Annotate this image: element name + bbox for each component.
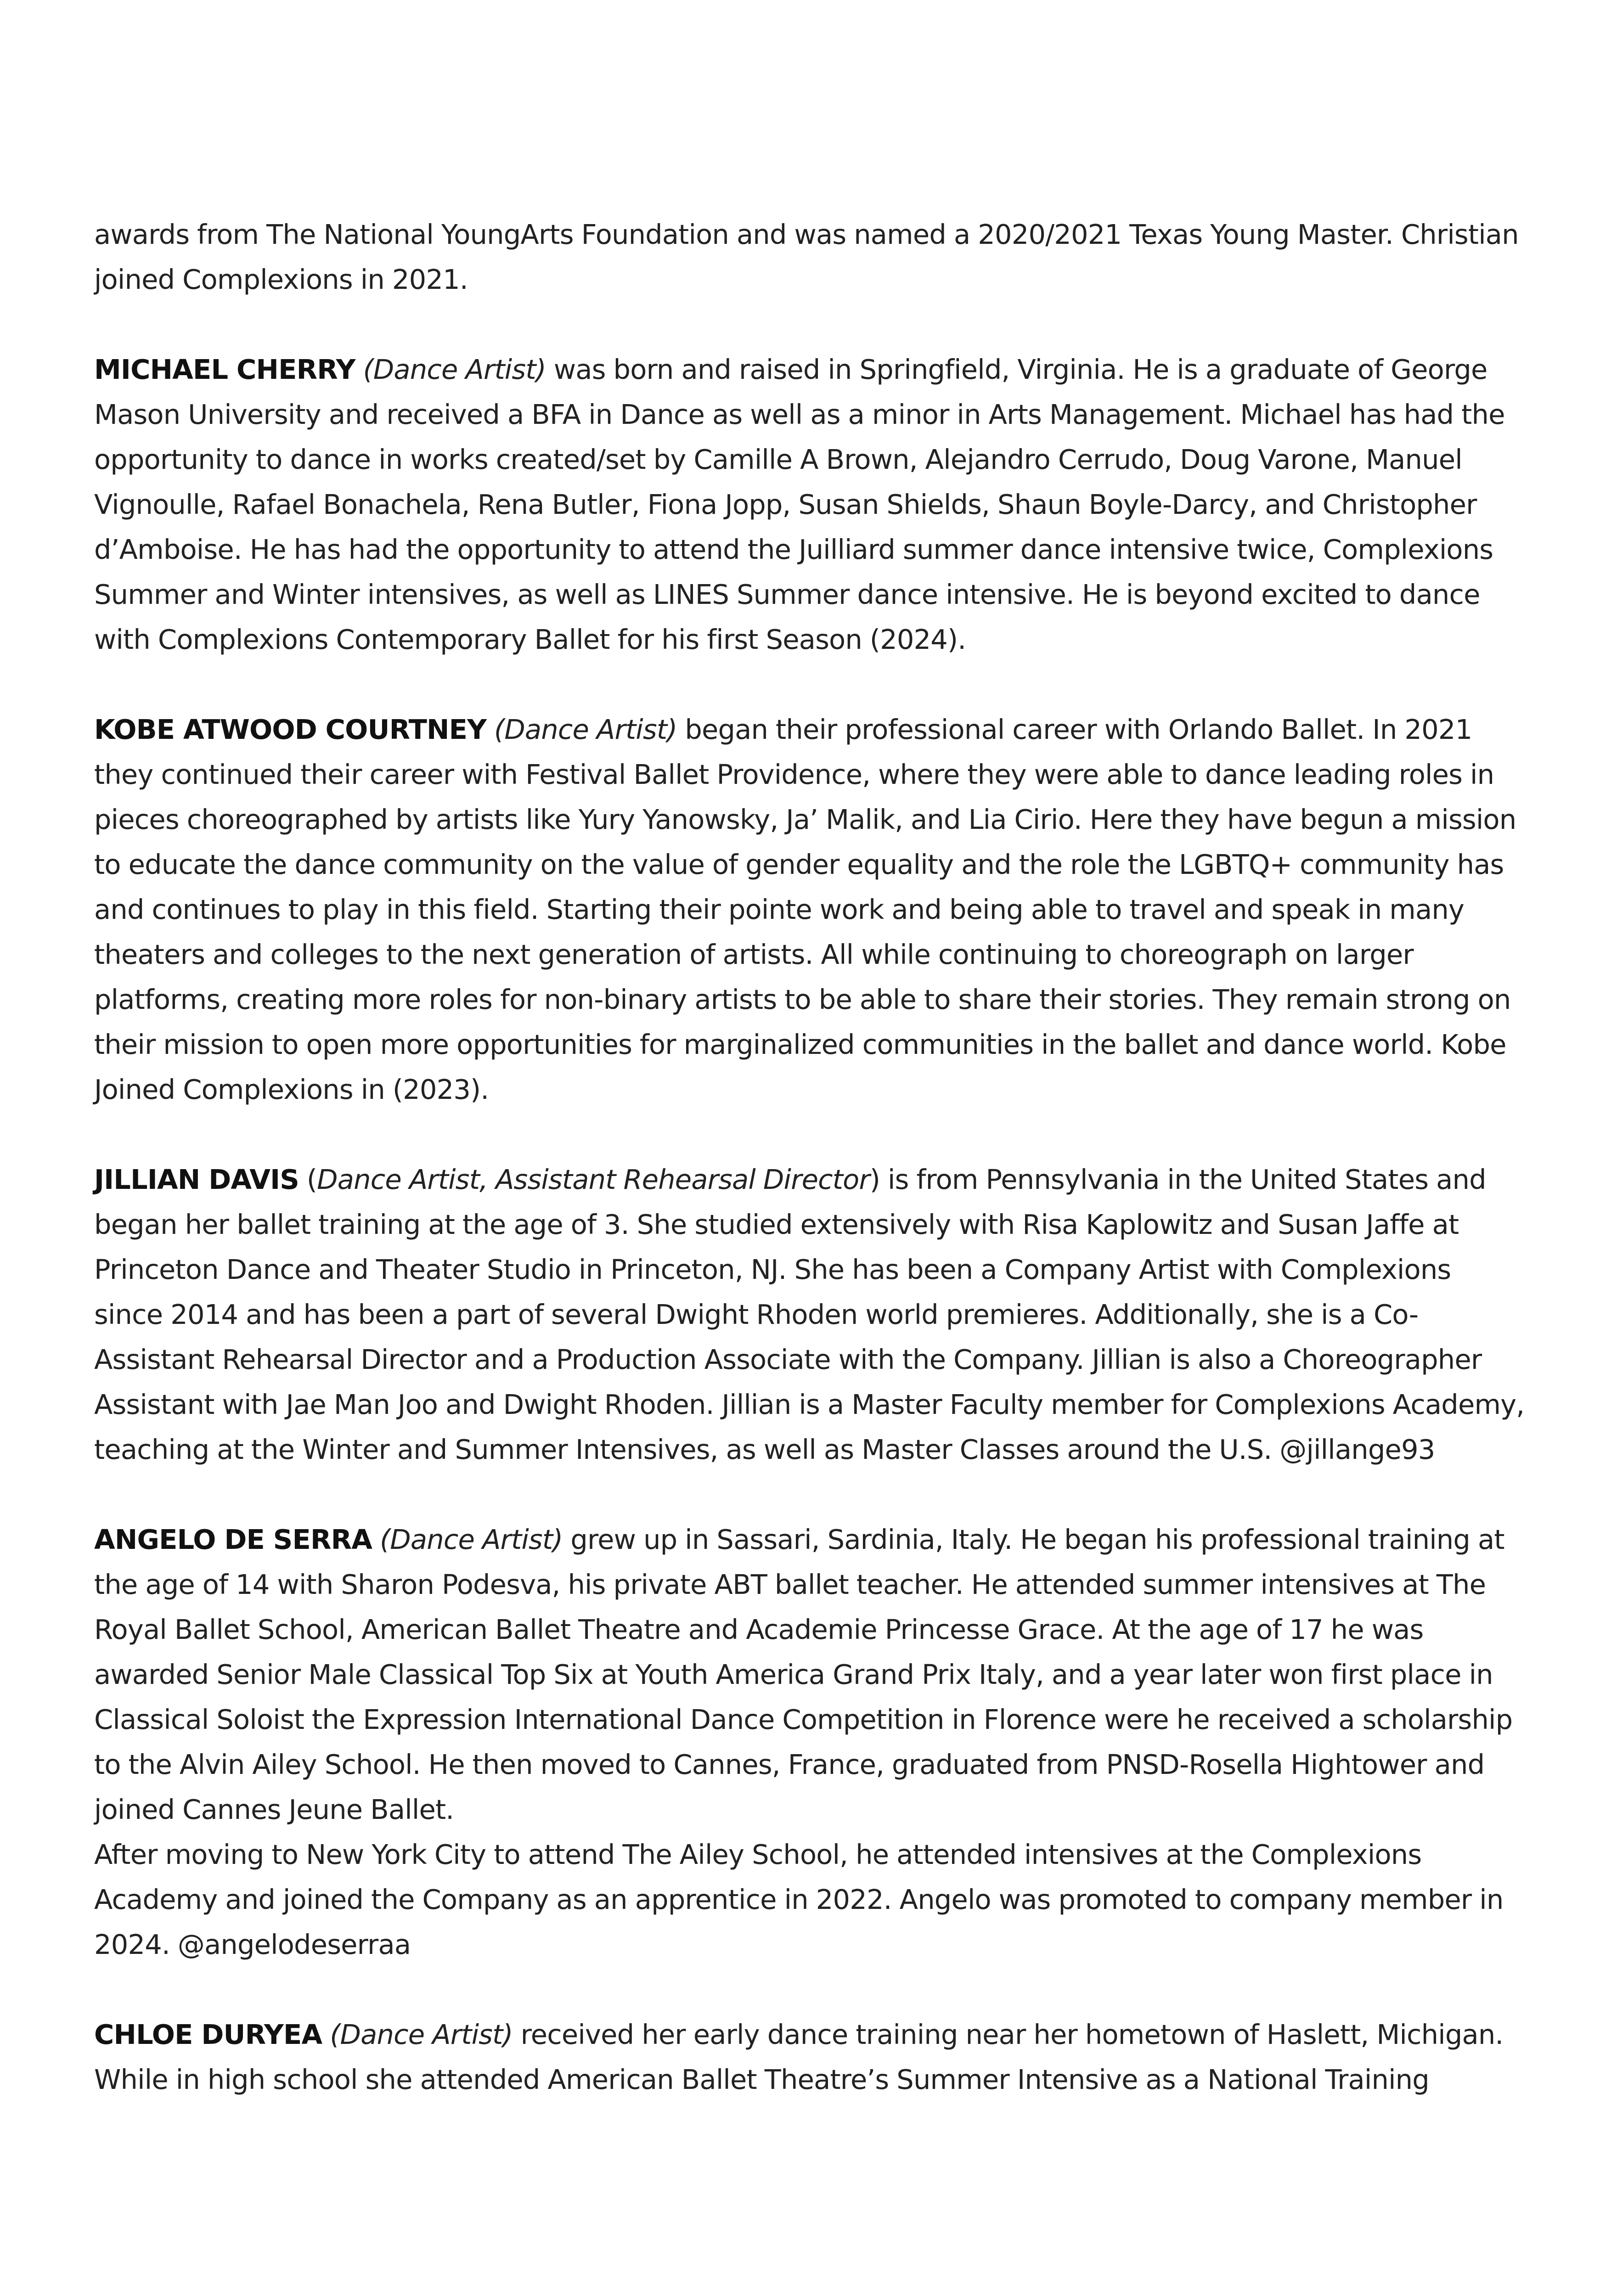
- artist-role: (Dance Artist): [363, 354, 546, 385]
- bio-text: began their professional career with Orlando Ballet. In 2021 they continued their career with Festival Ballet Providence, where they were able to dance leading roles in pieces choreographed by artists like Yury Yanowsky, Ja’ Malik, and Lia Cirio. Here they have begun a mission to educate the dance community on the value of gender equality and the role the LGBTQ+ community has and continues to play in this field. Starting their pointe work and being able to travel and speak in many theaters and colleges to the next generation of artists. All while continuing to choreograph on larger platforms, creating more roles for non-binary artists to be able to share their stories. They remain strong on their mission to open more opportunities for marginalized communities in the ballet and dance world. Kobe Joined Complexions in (2023).: [94, 714, 1516, 1105]
- bio-paragraph-michael-cherry: [94, 347, 1527, 662]
- artist-name: CHLOE DURYEA: [94, 2019, 322, 2050]
- bio-text: received her early dance training near her hometown of Haslett, Michigan. While in high school she attended American Ballet Theatre’s Summer Intensive as a National Training: [94, 2019, 1504, 2095]
- role-open: [355, 354, 363, 385]
- role-open: (: [299, 1164, 317, 1195]
- bio-page: [94, 212, 1527, 2147]
- artist-role: Dance Artist, Assistant Rehearsal Director: [317, 1164, 870, 1195]
- artist-name: MICHAEL CHERRY: [94, 354, 355, 385]
- bio-text: After moving to New York City to attend The Ailey School, he attended intensives at the Complexions Academy and joined the Company as an apprentice in 2022. Angelo was promoted to company member in 2024. @angelodeserraa: [94, 1839, 1504, 1960]
- bio-paragraph-jillian-davis: [94, 1157, 1527, 1472]
- bio-paragraph-kobe-atwood-courtney: [94, 707, 1527, 1112]
- bio-text: was born and raised in Springfield, Virginia. He is a graduate of George Mason University and received a BFA in Dance as well as a minor in Arts Management. Michael has had the opportunity to dance in works created/set by Camille A Brown, Alejandro Cerrudo, Doug Varone, Manuel Vignoulle, Rafael Bonachela, Rena Butler, Fiona Jopp, Susan Shields, Shaun Boyle-Darcy, and Christopher d’Amboise. He has had the opportunity to attend the Juilliard summer dance intensive twice, Complexions Summer and Winter intensives, as well as LINES Summer dance intensive. He is beyond excited to dance with Complexions Contemporary Ballet for his first Season (2024).: [94, 354, 1505, 655]
- artist-role: (Dance Artist): [380, 1524, 563, 1555]
- bio-paragraph-christian-continuation: [94, 212, 1527, 302]
- role-open: [372, 1524, 380, 1555]
- artist-name: KOBE ATWOOD COURTNEY: [94, 714, 487, 745]
- artist-role: (Dance Artist): [330, 2019, 513, 2050]
- role-open: [486, 714, 494, 745]
- role-open: [322, 2019, 330, 2050]
- bio-text: awards from The National YoungArts Foundation and was named a 2020/2021 Texas Young Master. Christian joined Complexions in 2021.: [94, 219, 1519, 295]
- bio-text: is from Pennsylvania in the United States and began her ballet training at the age of 3. She studied extensively with Risa Kaplowitz and Susan Jaffe at Princeton Dance and Theater Studio in Princeton, NJ. She has been a Company Artist with Complexions since 2014 and has been a part of several Dwight Rhoden world premieres. Additionally, she is a Co-Assistant Rehearsal Director and a Production Associate with the Company. Jillian is also a Choreographer Assistant with Jae Man Joo and Dwight Rhoden. Jillian is a Master Faculty member for Complexions Academy, teaching at the Winter and Summer Intensives, as well as Master Classes around the U.S. @jillange93: [94, 1164, 1525, 1465]
- bio-text: grew up in Sassari, Sardinia, Italy. He began his professional training at the age of 14 with Sharon Podesva, his private ABT ballet teacher. He attended summer intensives at The Royal Ballet School, American Ballet Theatre and Academie Princesse Grace. At the age of 17 he was awarded Senior Male Classical Top Six at Youth America Grand Prix Italy, and a year later won first place in Classical Soloist the Expression International Dance Competition in Florence were he received a scholarship to the Alvin Ailey School. He then moved to Cannes, France, graduated from PNSD-Rosella Hightower and joined Cannes Jeune Ballet.: [94, 1524, 1513, 1825]
- bio-paragraph-angelo-de-serra: [94, 1517, 1527, 1832]
- artist-name: JILLIAN DAVIS: [94, 1164, 299, 1195]
- bio-paragraph-chloe-duryea: [94, 2012, 1527, 2102]
- artist-name: ANGELO DE SERRA: [94, 1524, 372, 1555]
- role-close: ): [869, 1164, 880, 1195]
- artist-role: (Dance Artist): [494, 714, 677, 745]
- bio-paragraph-angelo-de-serra-continued: [94, 1832, 1527, 1967]
